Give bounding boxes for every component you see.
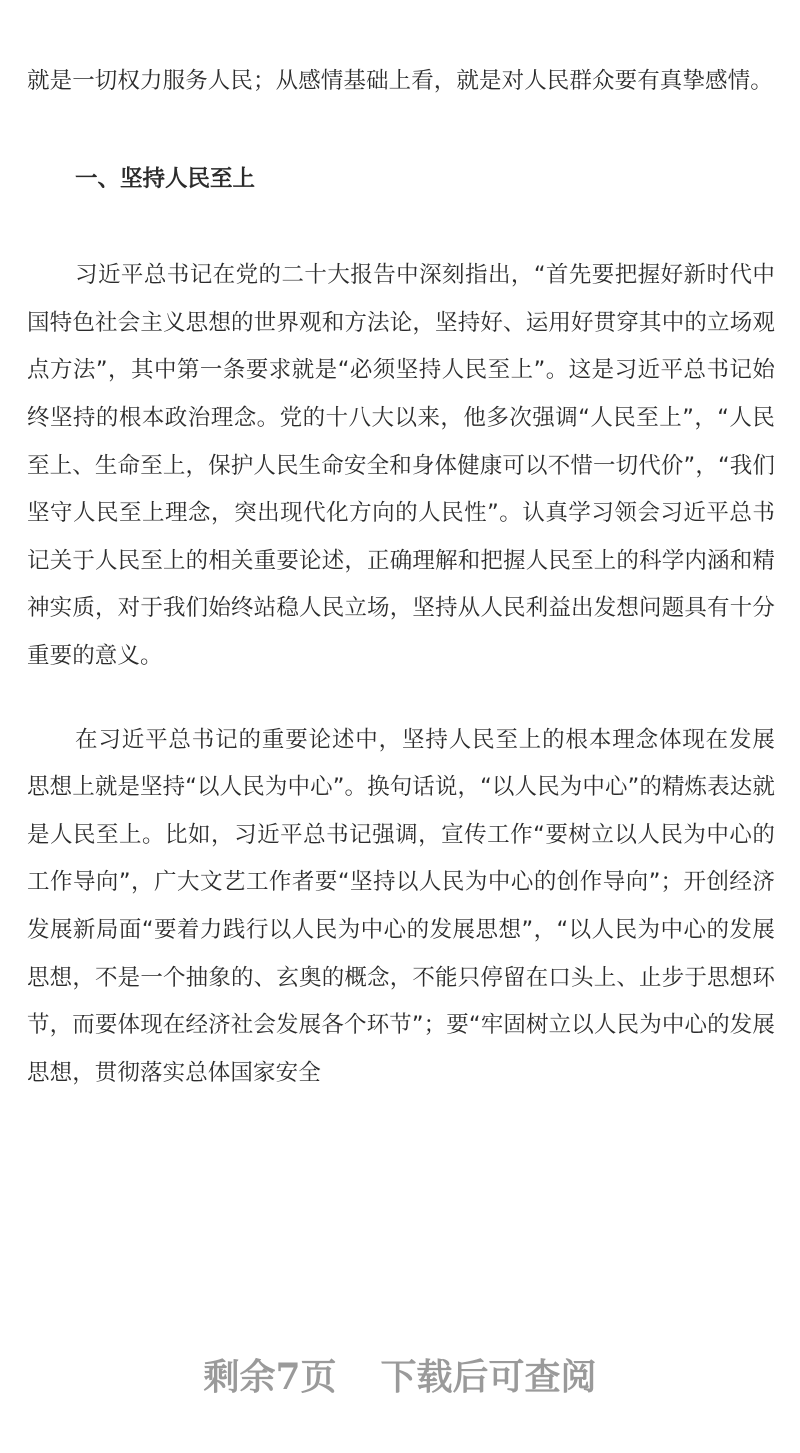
download-hint-label: 下载后可查阅	[380, 1356, 597, 1398]
download-prompt[interactable]	[0, 1352, 800, 1402]
paragraph-people-first: 习近平总书记在党的二十大报告中深刻指出，“首先要把握好新时代中国特色社会主义思想的世界观和方法论，坚持好、运用好贯穿其中的立场观点方法”，其中第一条要求就是“必须坚持人民至上”。这是习近平总书记始终坚持的根本政治理念。党的十八大以来，他多次强调“人民至上”，“人民至上、生命至上，保护人民生命安全和身体健康可以不惜一切代价”，“我们坚守人民至上理念，突出现代化方向的人民性”。认真学习领会习近平总书记关于人民至上的相关重要论述，正确理解和把握人民至上的科学内涵和精神实质，对于我们始终站稳人民立场，坚持从人民利益出发想问题具有十分重要的意义。	[27, 262, 775, 669]
section-heading: 一、坚持人民至上	[75, 165, 256, 192]
paragraph-continuation: 就是一切权力服务人民；从感情基础上看，就是对人民群众要有真挚感情。	[27, 68, 773, 94]
paragraph-people-centered: 在习近平总书记的重要论述中，坚持人民至上的根本理念体现在发展思想上就是坚持“以人民为中心”。换句话说，“以人民为中心”的精炼表达就是人民至上。比如，习近平总书记强调，宣传工作“要树立以人民为中心的工作导向”，广大文艺工作者要“坚持以人民为中心的创作导向”；开创经济发展新局面“要着力践行以人民为中心的发展思想”，“以人民为中心的发展思想，不是一个抽象的、玄奥的概念，不能只停留在口头上、止步于思想环节，而要体现在经济社会发展各个环节”；要“牢固树立以人民为中心的发展思想，贯彻落实总体国家安全	[27, 726, 775, 1086]
remaining-pages-label: 剩余7页	[203, 1356, 337, 1398]
document-body	[27, 58, 775, 1097]
